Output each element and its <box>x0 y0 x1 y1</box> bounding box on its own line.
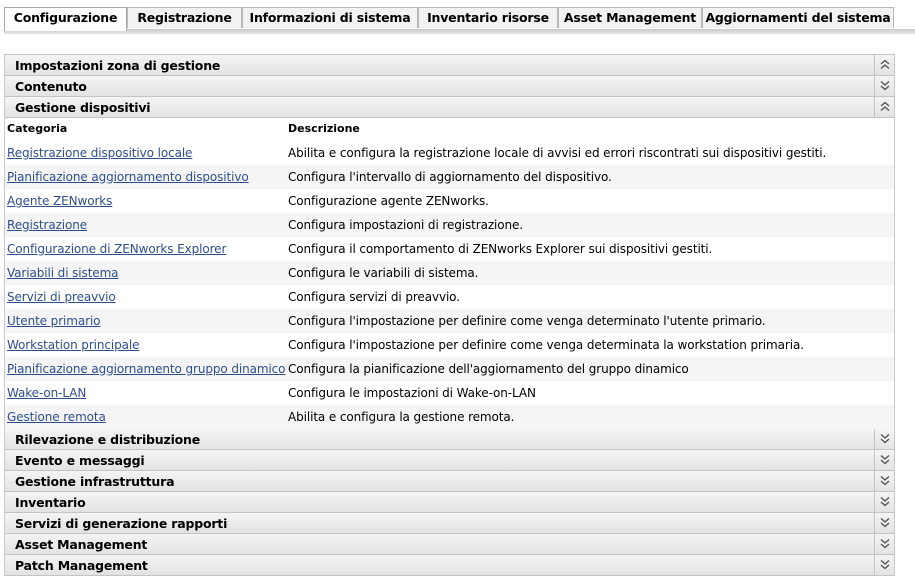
section-gestione-dispositivi[interactable] <box>5 97 894 118</box>
section-title: Rilevazione e distribuzione <box>15 432 201 447</box>
category-link[interactable]: Pianificazione aggiornamento dispositivo <box>7 170 249 184</box>
section-rilevazione-e-distribuzione[interactable] <box>5 429 894 450</box>
table-row <box>5 189 894 213</box>
tab-asset-management[interactable]: Asset Management <box>558 7 702 28</box>
category-description: Configurazione agente ZENworks. <box>288 194 489 208</box>
section-contenuto[interactable] <box>5 76 894 97</box>
tab-bar <box>4 7 915 30</box>
category-link[interactable]: Workstation principale <box>7 338 140 352</box>
category-link[interactable]: Utente primario <box>7 314 101 328</box>
table-row <box>5 165 894 189</box>
category-link[interactable]: Servizi di preavvio <box>7 290 116 304</box>
category-link[interactable]: Registrazione <box>7 218 88 232</box>
double-chevron-up-icon[interactable] <box>874 55 894 75</box>
category-link[interactable]: Variabili di sistema <box>7 266 119 280</box>
tab-registrazione[interactable]: Registrazione <box>127 7 242 28</box>
section-asset-management[interactable] <box>5 534 894 555</box>
category-description: Configura la pianificazione dell'aggiornamento del gruppo dinamico <box>288 362 689 376</box>
table-row <box>5 261 894 285</box>
section-title: Gestione infrastruttura <box>15 474 175 489</box>
section-title: Gestione dispositivi <box>15 100 151 115</box>
table-row <box>5 357 894 381</box>
category-link[interactable]: Configurazione di ZENworks Explorer <box>7 242 227 256</box>
table-row <box>5 237 894 261</box>
section-inventario[interactable] <box>5 492 894 513</box>
double-chevron-down-icon[interactable] <box>874 534 894 554</box>
category-description: Configura servizi di preavvio. <box>288 290 460 304</box>
section-title: Inventario <box>15 495 86 510</box>
category-description: Configura le impostazioni di Wake-on-LAN <box>288 386 536 400</box>
tab-aggiornamenti-del-sistema[interactable]: Aggiornamenti del sistema <box>702 7 894 28</box>
double-chevron-down-icon[interactable] <box>874 471 894 491</box>
category-link[interactable]: Wake-on-LAN <box>7 386 87 400</box>
double-chevron-down-icon[interactable] <box>874 513 894 533</box>
settings-panel <box>4 54 895 576</box>
column-header-descrizione: Descrizione <box>288 122 360 135</box>
category-link[interactable]: Agente ZENworks <box>7 194 113 208</box>
section-title: Contenuto <box>15 79 87 94</box>
category-link[interactable]: Gestione remota <box>7 410 106 424</box>
double-chevron-down-icon[interactable] <box>874 450 894 470</box>
column-header-categoria: Categoria <box>7 122 68 135</box>
section-evento-e-messaggi[interactable] <box>5 450 894 471</box>
tab-informazioni-di-sistema[interactable]: Informazioni di sistema <box>242 7 418 28</box>
category-link[interactable]: Pianificazione aggiornamento gruppo dinamico <box>7 362 286 376</box>
table-row <box>5 405 894 429</box>
category-description: Configura l'intervallo di aggiornamento del dispositivo. <box>288 170 612 184</box>
tab-configurazione[interactable]: Configurazione <box>4 7 127 31</box>
double-chevron-up-icon[interactable] <box>874 97 894 117</box>
section-title: Asset Management <box>15 537 148 552</box>
double-chevron-down-icon[interactable] <box>874 492 894 512</box>
category-description: Configura l'impostazione per definire come venga determinato l'utente primario. <box>288 314 766 328</box>
section-patch-management[interactable] <box>5 555 894 576</box>
section-title: Servizi di generazione rapporti <box>15 516 228 531</box>
category-description: Configura impostazioni di registrazione. <box>288 218 524 232</box>
category-link[interactable]: Registrazione dispositivo locale <box>7 146 193 160</box>
section-gestione-infrastruttura[interactable] <box>5 471 894 492</box>
section-servizi-di-generazione-rapporti[interactable] <box>5 513 894 534</box>
double-chevron-down-icon[interactable] <box>874 76 894 96</box>
category-description: Configura il comportamento di ZENworks Explorer sui dispositivi gestiti. <box>288 242 713 256</box>
tab-inventario-risorse[interactable]: Inventario risorse <box>418 7 558 28</box>
table-row <box>5 333 894 357</box>
category-description: Configura l'impostazione per definire come venga determinata la workstation primaria. <box>288 338 804 352</box>
section-title: Impostazioni zona di gestione <box>15 58 221 73</box>
table-row <box>5 309 894 333</box>
section-title: Evento e messaggi <box>15 453 145 468</box>
category-description: Configura le variabili di sistema. <box>288 266 479 280</box>
table-row <box>5 381 894 405</box>
table-row <box>5 213 894 237</box>
table-row <box>5 141 894 165</box>
table-row <box>5 285 894 309</box>
category-description: Abilita e configura la registrazione locale di avvisi ed errori riscontrati sui dispositivi gestiti. <box>288 146 827 160</box>
section-title: Patch Management <box>15 558 148 573</box>
category-description: Abilita e configura la gestione remota. <box>288 410 515 424</box>
double-chevron-down-icon[interactable] <box>874 555 894 575</box>
double-chevron-down-icon[interactable] <box>874 429 894 449</box>
section-impostazioni-zona-di-gestione[interactable] <box>5 55 894 76</box>
